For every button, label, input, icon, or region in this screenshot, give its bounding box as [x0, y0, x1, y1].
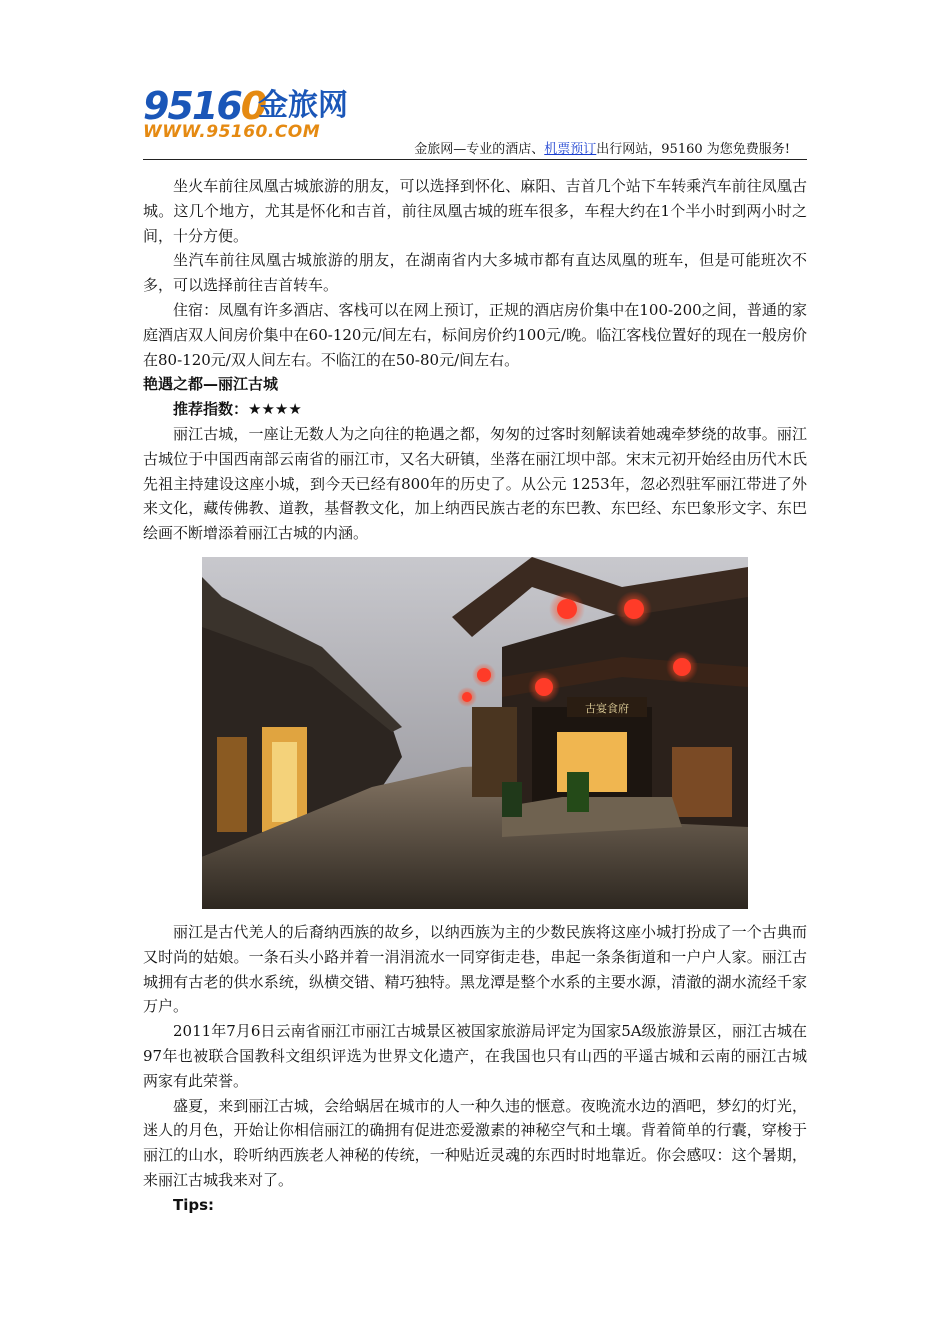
- flight-booking-link[interactable]: 机票预订: [544, 142, 597, 157]
- article-body-continued: [143, 920, 807, 1218]
- article-body: [143, 174, 807, 546]
- site-logo[interactable]: [143, 86, 373, 146]
- paragraph-lodging: 住宿：凤凰有许多酒店、客栈可以在网上预订，正规的酒店房价集中在100-200之间，普通的家庭酒店双人间房价集中在60-120元/间左右，标间房价约100元/晚。临江客栈位置好的现在一般房价在80-120元/双人间左右。不临江的在50-80元/间左右。: [143, 300, 807, 369]
- header-tagline: 金旅网—专业的酒店、机票预订出行网站，95160 为您免费服务!: [414, 142, 790, 157]
- tips-label: Tips:: [173, 1195, 215, 1214]
- logo-brand: 金旅网: [258, 88, 348, 123]
- paragraph-bus: 坐汽车前往凤凰古城旅游的朋友，在湖南省内大多城市都有直达凤凰的班车，但是可能班次不多，可以选择前往吉首转车。: [143, 251, 807, 295]
- paragraph-train: 坐火车前往凤凰古城旅游的朋友，可以选择到怀化、麻阳、吉首几个站下车转乘汽车前往凤凰古城。这几个地方，尤其是怀化和吉首，前往凤凰古城的班车很多，车程大约在1个半小时到两小时之间，十分方便。: [143, 177, 807, 245]
- recommendation-rating: 推荐指数：★★★★: [173, 400, 302, 419]
- lijiang-street-photo: [202, 557, 748, 909]
- header-divider: [143, 159, 807, 160]
- logo-url: WWW.95160.COM: [143, 122, 321, 142]
- shop-sign-text: 古宴食府: [585, 702, 629, 715]
- paragraph-heritage: 2011年7月6日云南省丽江市丽江古城景区被国家旅游局评定为国家5A级旅游景区，丽江古城在97年也被联合国教科文组织评选为世界文化遗产，在我国也只有山西的平遥古城和云南的丽江古城两家有此荣誉。: [143, 1022, 807, 1090]
- section-heading-lijiang: 艳遇之都—丽江古城: [143, 375, 279, 394]
- paragraph-naxi: 丽江是古代羌人的后裔纳西族的故乡，以纳西族为主的少数民族将这座小城打扮成了一个古典而又时尚的姑娘。一条石头小路并着一涓涓流水一同穿街走巷，串起一条条街道和一户户人家。丽江古城拥有古老的供水系统，纵横交错、精巧独特。黑龙潭是整个水系的主要水源，清澈的湖水流经千家万户。: [143, 923, 807, 1016]
- logo-number: 95160: [143, 84, 266, 128]
- paragraph-summer: 盛夏，来到丽江古城，会给蜗居在城市的人一种久违的惬意。夜晚流水边的酒吧，梦幻的灯光，迷人的月色，开始让你相信丽江的确拥有促进恋爱激素的神秘空气和土壤。背着简单的行囊，穿梭于丽江的山水，聆听纳西族老人神秘的传统，一种贴近灵魂的东西时时地靠近。你会感叹：这个暑期，来丽江古城我来对了。: [143, 1096, 807, 1189]
- paragraph-lijiang-intro: 丽江古城，一座让无数人为之向往的艳遇之都，匆匆的过客时刻解读着她魂牵梦绕的故事。丽江古城位于中国西南部云南省的丽江市，又名大研镇，坐落在丽江坝中部。宋末元初开始经由历代木氏先祖主持建设这座小城，到今天已经有800年的历史了。从公元 1253年，忽必烈驻军丽江带进了外来文化，藏传佛教、道教，基督教文化，加上纳西民族古老的东巴教、东巴经、东巴象形文字、东巴绘画不断增添着丽江古城的内涵。: [143, 424, 807, 543]
